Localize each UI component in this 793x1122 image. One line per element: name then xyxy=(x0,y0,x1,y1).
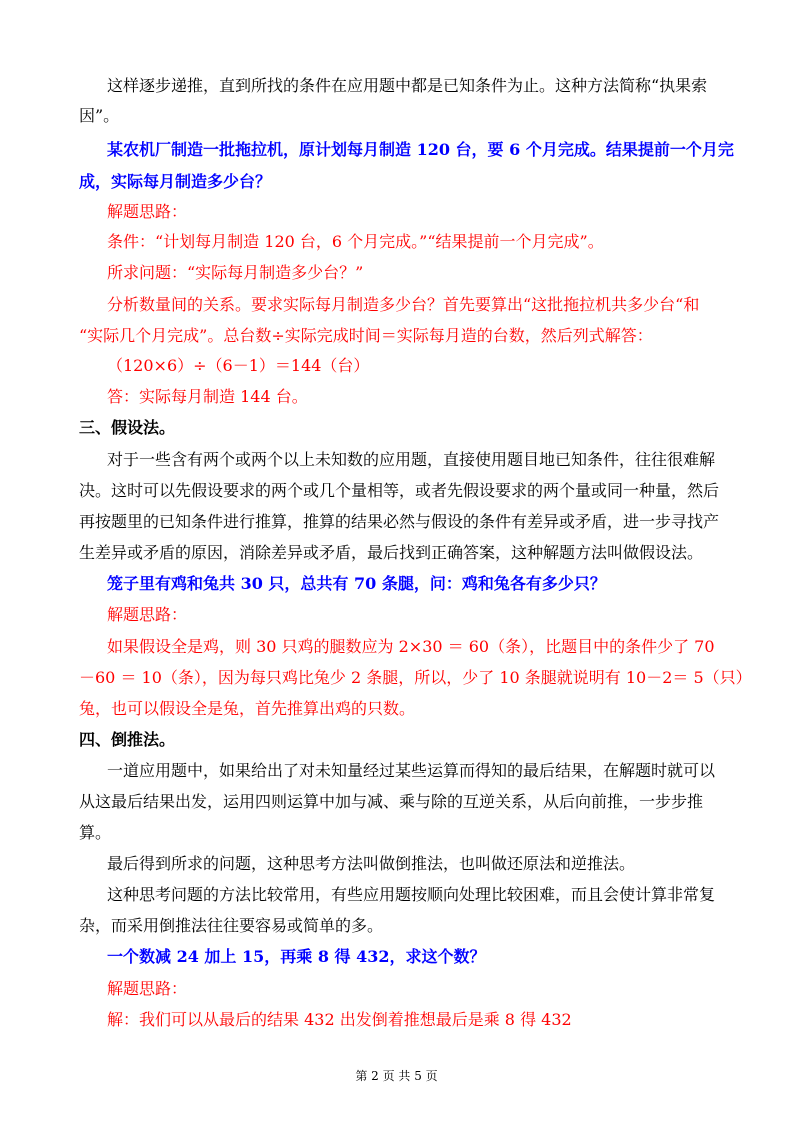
solution-line: 所求问题：“实际每月制造多少台？” xyxy=(107,263,364,282)
solution-heading: 解题思路： xyxy=(107,605,188,624)
paragraph-line: 生差异或矛盾的原因，消除差异或矛盾，最后找到正确答案，这种解题方法叫做假设法。 xyxy=(79,543,704,562)
paragraph-line: 一道应用题中，如果给出了对未知量经过某些运算而得知的最后结果，在解题时就可以 xyxy=(107,761,716,780)
section-heading: 四、倒推法。 xyxy=(79,730,176,749)
example-question: 某农机厂制造一批拖拉机，原计划每月制造 120 台，要 6 个月完成。结果提前一个月完 xyxy=(107,140,734,159)
solution-line: 解：我们可以从最后的结果 432 出发倒着推想最后是乘 8 得 432 xyxy=(107,1010,572,1029)
paragraph-line: 再按题里的已知条件进行推算，推算的结果必然与假设的条件有差异或矛盾，进一步寻找产 xyxy=(79,512,720,531)
solution-heading: 解题思路： xyxy=(107,202,188,221)
solution-line: 如果假设全是鸡，则 30 只鸡的腿数应为 2×30 ＝ 60（条），比题目中的条件少了 70 xyxy=(107,637,715,656)
paragraph-line: 从这最后结果出发，运用四则运算中加与减、乘与除的互逆关系，从后向前推，一步步推 xyxy=(79,792,704,811)
solution-line: “实际几个月完成”。总台数÷实际完成时间＝实际每月造的台数，然后列式解答： xyxy=(79,326,653,345)
example-question: 笼子里有鸡和兔共 30 只，总共有 70 条腿，问：鸡和兔各有多少只？ xyxy=(107,574,606,593)
paragraph-line: 算。 xyxy=(79,823,112,842)
paragraph-line: 对于一些含有两个或两个以上未知数的应用题，直接使用题目地已知条件，往往很难解 xyxy=(107,450,716,469)
paragraph-line: 杂，而采用倒推法往往要容易或简单的多。 xyxy=(79,916,384,935)
solution-formula: （120×6）÷（6－1）＝144（台） xyxy=(107,356,370,375)
solution-line: 条件：“计划每月制造 120 台，6 个月完成。”“结果提前一个月完成”。 xyxy=(107,232,604,251)
paragraph-line: 这种思考问题的方法比较常用，有些应用题按顺向处理比较困难，而且会使计算非常复 xyxy=(107,885,716,904)
paragraph-line: 最后得到所求的问题，这种思考方法叫做倒推法，也叫做还原法和逆推法。 xyxy=(107,854,636,873)
section-heading: 三、假设法。 xyxy=(79,418,176,437)
solution-line: 分析数量间的关系。要求实际每月制造多少台？首先要算出“这批拖拉机共多少台“和 xyxy=(107,295,700,314)
example-question: 成，实际每月制造多少台？ xyxy=(79,172,272,191)
solution-line: 兔，也可以假设全是兔，首先推算出鸡的只数。 xyxy=(79,699,416,718)
paragraph-line: 因”。 xyxy=(79,106,120,125)
paragraph-line: 这样逐步递推，直到所找的条件在应用题中都是已知条件为止。这种方法简称“执果索 xyxy=(107,76,708,95)
solution-answer: 答：实际每月制造 144 台。 xyxy=(107,387,308,406)
solution-heading: 解题思路： xyxy=(107,979,188,998)
example-question: 一个数减 24 加上 15，再乘 8 得 432，求这个数？ xyxy=(107,947,486,966)
paragraph-line: 决。这时可以先假设要求的两个或几个量相等，或者先假设要求的两个量或同一种量，然后 xyxy=(79,481,720,500)
page-footer: 第 2 页 共 5 页 xyxy=(355,1069,438,1083)
solution-line: －60 ＝ 10（条），因为每只鸡比兔少 2 条腿，所以，少了 10 条腿就说明有 10－2＝ 5（只） xyxy=(79,668,752,687)
